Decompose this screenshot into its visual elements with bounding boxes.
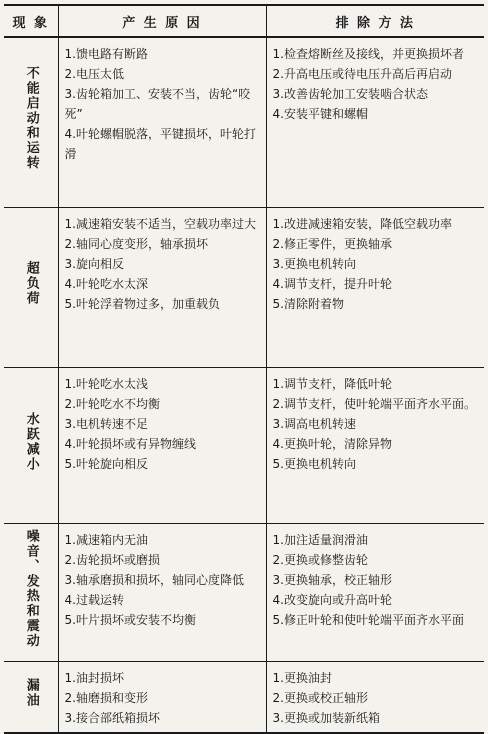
remedy-item: 1.改进减速箱安装，降低空载功率 (272, 216, 452, 231)
header-cause: 产 生 原 因 (58, 5, 266, 37)
cause-item: 3.齿轮箱加工、安装不当，齿轮“咬死” (64, 87, 251, 121)
cause-item: 5.叶轮旋向相反 (64, 456, 148, 471)
remedy-cell (266, 367, 484, 523)
remedy-item: 5.清除附着物 (272, 296, 344, 311)
cause-item: 3.电机转速不足 (64, 416, 148, 431)
remedy-item: 3.调高电机转速 (272, 416, 356, 431)
table-row (4, 367, 484, 523)
cause-cell (58, 207, 266, 367)
cause-item: 1.减速箱内无油 (64, 532, 148, 547)
remedy-item: 1.加注适量润滑油 (272, 532, 368, 547)
cause-item: 3.旋向相反 (64, 256, 124, 271)
cause-item: 3.轴承磨损和损坏，轴同心度降低 (64, 572, 244, 587)
phenomenon-label: 超负荷 (23, 261, 39, 306)
remedy-item: 3.更换轴承，校正轴形 (272, 572, 392, 587)
remedy-item: 2.修正零件，更换轴承 (272, 236, 392, 251)
cause-cell (58, 37, 266, 207)
phenomenon-label: 漏油 (23, 678, 39, 708)
phenomenon-label: 噪音、发热和震动 (23, 528, 39, 649)
cause-item: 2.齿轮损坏或磨损 (64, 552, 160, 567)
header-remedy: 排 除 方 法 (266, 5, 484, 37)
remedy-item: 2.调节支杆，使叶轮端平面齐水平面。 (272, 396, 476, 411)
remedy-item: 3.更换电机转向 (272, 256, 356, 271)
remedy-item: 4.调节支杆，提升叶轮 (272, 276, 392, 291)
cause-item: 2.轴同心度变形，轴承损坏 (64, 236, 208, 251)
cause-item: 2.轴磨损和变形 (64, 690, 148, 705)
remedy-cell (266, 523, 484, 661)
troubleshooting-table (4, 4, 484, 734)
remedy-item: 2.更换或校正轴形 (272, 690, 368, 705)
cause-item: 5.叶轮浮着物过多，加重载负 (64, 296, 220, 311)
phenomenon-label: 水跃减小 (23, 411, 39, 472)
phenomenon-cell (4, 523, 58, 661)
cause-item: 4.过载运转 (64, 592, 124, 607)
remedy-item: 3.更换或加装新纸箱 (272, 710, 380, 725)
table-row (4, 37, 484, 207)
remedy-item: 4.安装平键和螺帽 (272, 107, 368, 121)
table-body (4, 37, 484, 733)
cause-item: 1.叶轮吃水太浅 (64, 376, 148, 391)
cause-item: 1.减速箱安装不适当，空载功率过大 (64, 216, 256, 231)
remedy-item: 5.修正叶轮和使叶轮端平面齐水平面 (272, 612, 464, 627)
header-phenomenon: 现 象 (4, 5, 58, 37)
table-row (4, 523, 484, 661)
phenomenon-cell (4, 207, 58, 367)
header-row (4, 5, 484, 37)
cause-cell (58, 523, 266, 661)
cause-item: 4.叶轮螺帽脱落，平键损坏，叶轮打滑 (64, 127, 256, 161)
remedy-item: 2.更换或修整齿轮 (272, 552, 368, 567)
cause-item: 2.叶轮吃水不均衡 (64, 396, 160, 411)
remedy-item: 1.检查熔断丝及接线，并更换损坏者 (272, 47, 464, 61)
remedy-cell (266, 37, 484, 207)
cause-item: 5.叶片损坏或安装不均衡 (64, 612, 196, 627)
cause-item: 4.叶轮吃水太深 (64, 276, 148, 291)
cause-cell (58, 367, 266, 523)
phenomenon-cell (4, 37, 58, 207)
remedy-item: 4.改变旋向或升高叶轮 (272, 592, 392, 607)
cause-item: 2.电压太低 (64, 67, 124, 81)
remedy-cell (266, 207, 484, 367)
cause-item: 1.馈电路有断路 (64, 47, 148, 61)
remedy-item: 2.升高电压或待电压升高后再启动 (272, 67, 452, 81)
table-row (4, 661, 484, 733)
cause-cell (58, 661, 266, 733)
cause-item: 3.接合部纸箱损坏 (64, 710, 160, 725)
phenomenon-cell (4, 367, 58, 523)
remedy-item: 5.更换电机转向 (272, 456, 356, 471)
phenomenon-cell (4, 661, 58, 733)
cause-item: 4.叶轮损坏或有异物缠线 (64, 436, 196, 451)
remedy-cell (266, 661, 484, 733)
remedy-item: 4.更换叶轮，清除异物 (272, 436, 392, 451)
remedy-item: 1.更换油封 (272, 670, 332, 685)
cause-item: 1.油封损坏 (64, 670, 124, 685)
remedy-item: 3.改善齿轮加工安装啮合状态 (272, 87, 428, 101)
table-row (4, 207, 484, 367)
remedy-item: 1.调节支杆，降低叶轮 (272, 376, 392, 391)
phenomenon-label: 不能启动和运转 (23, 66, 39, 172)
